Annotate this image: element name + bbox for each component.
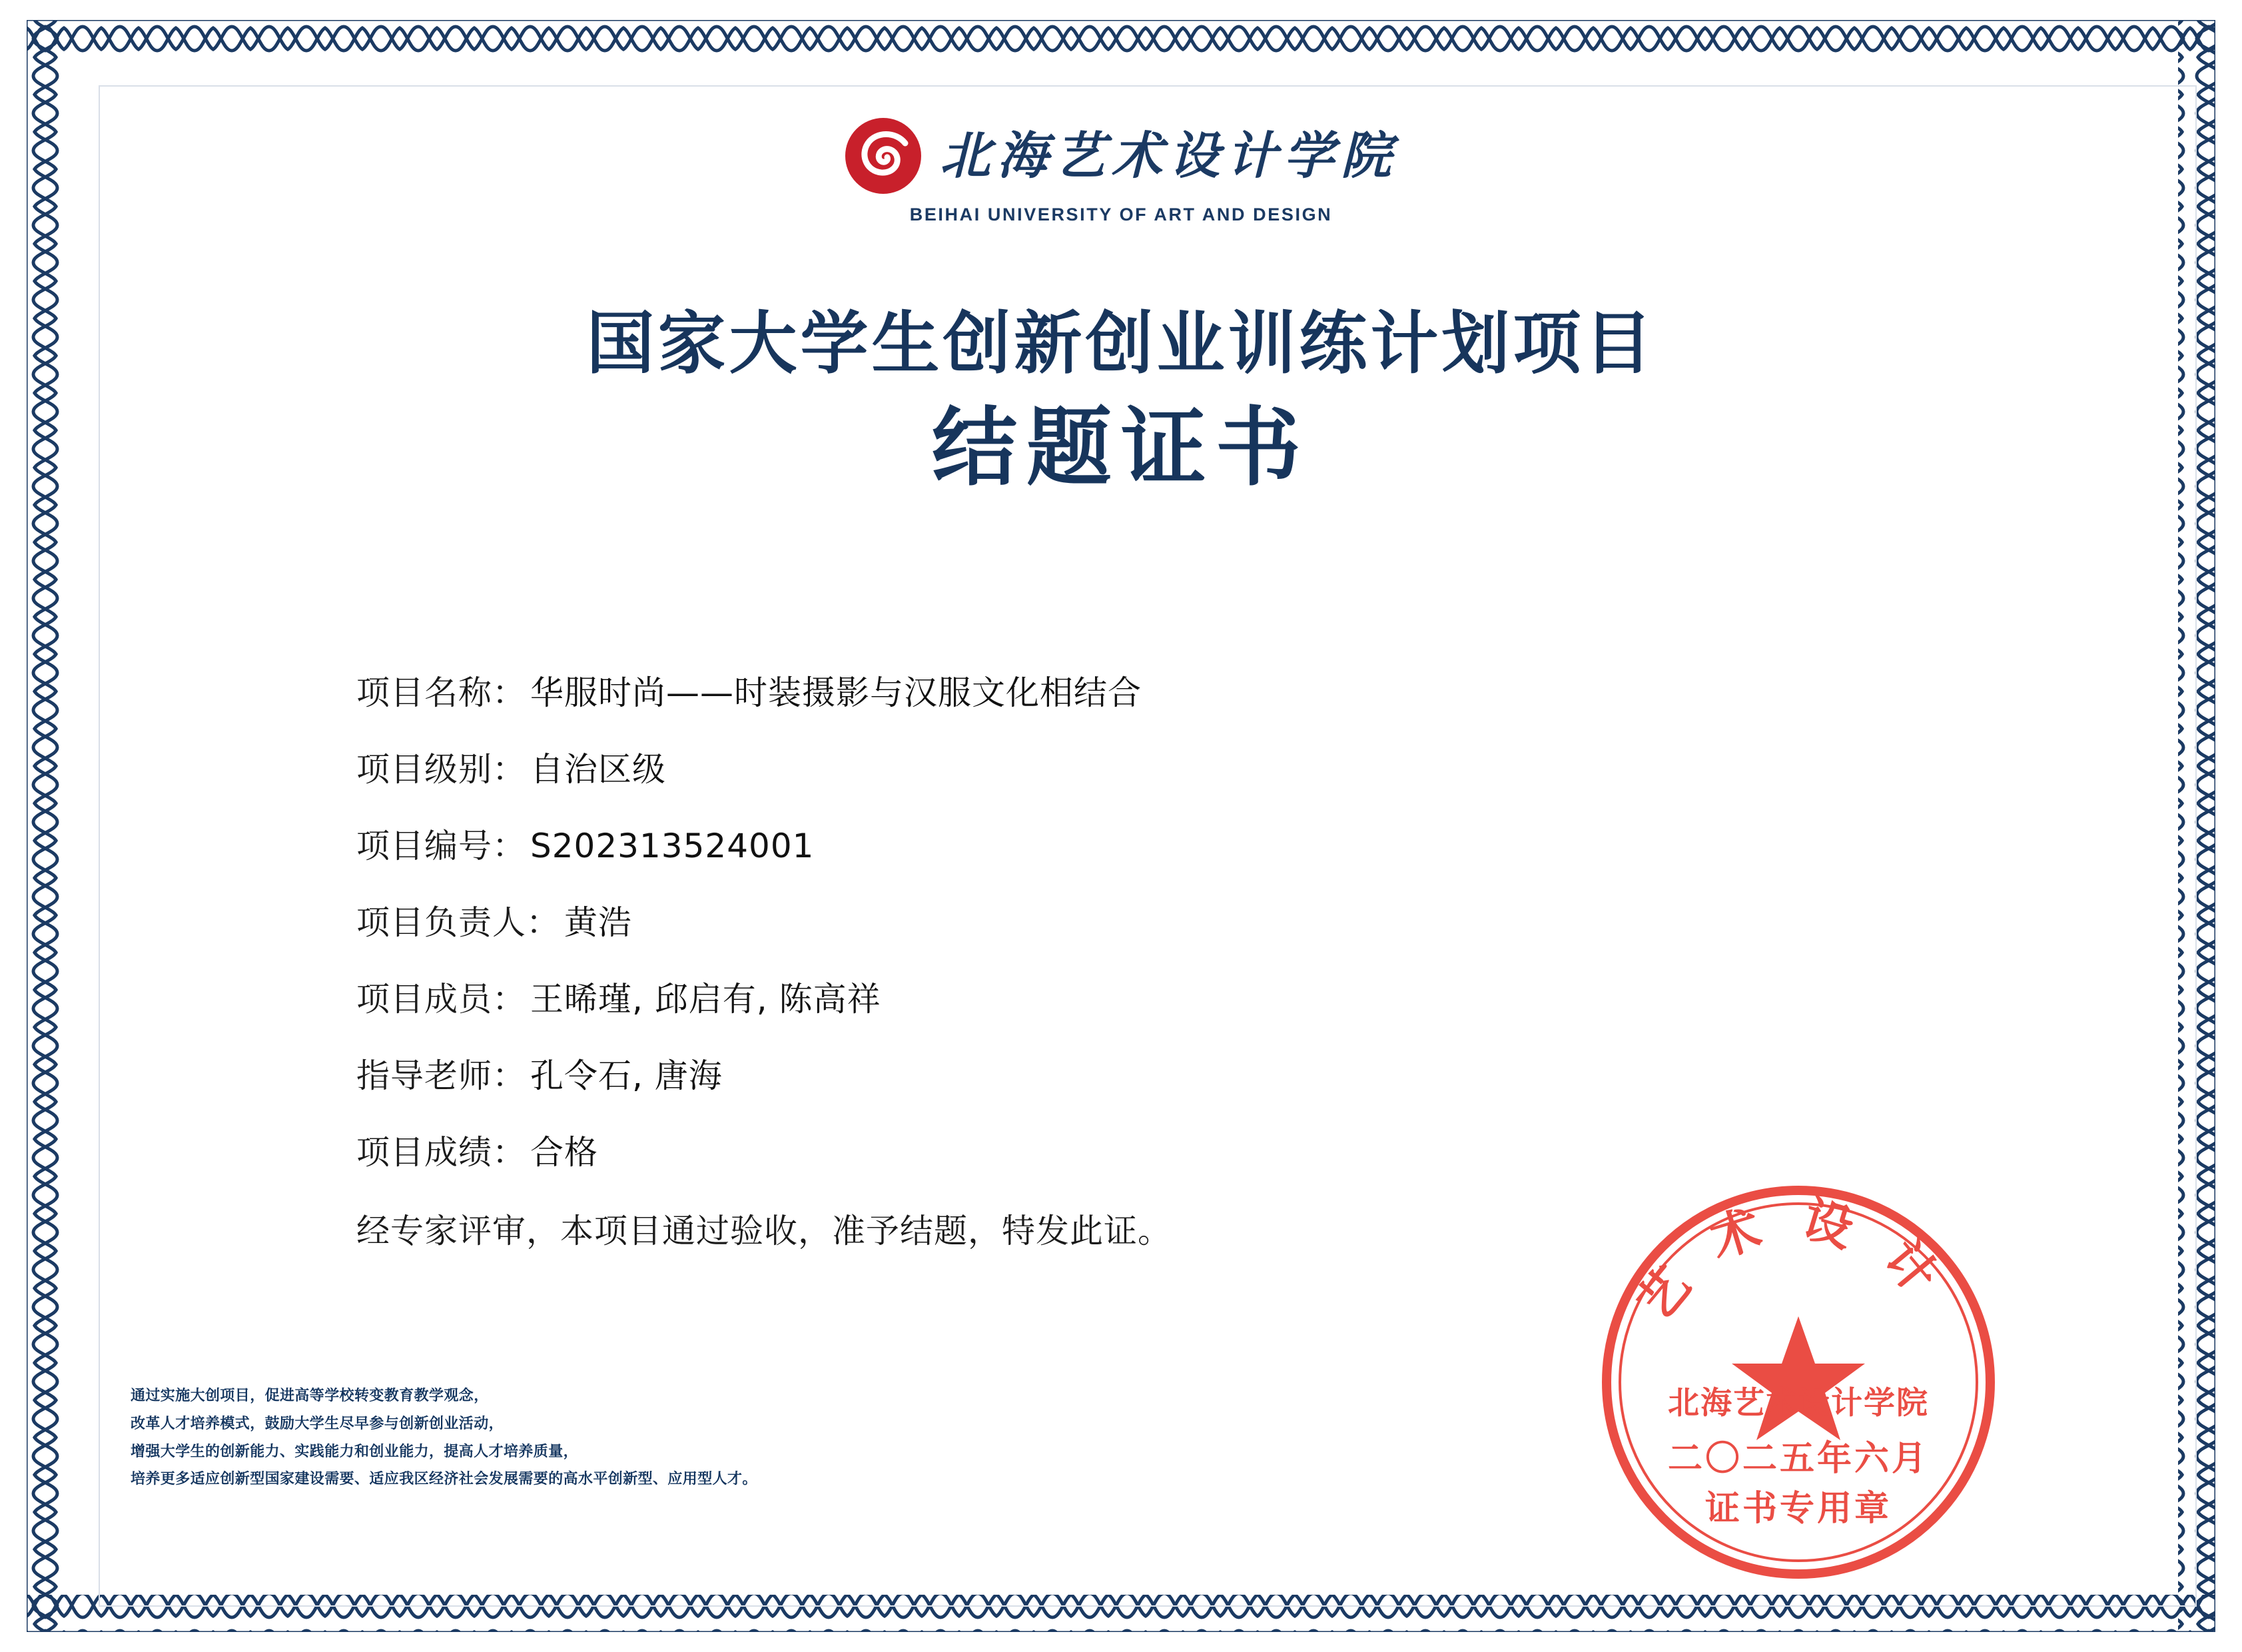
field-value: 王晞瑾, 邱启有, 陈高祥 — [530, 980, 881, 1019]
conclusion-statement: 经专家评审，本项目通过验收，准予结题，特发此证。 — [356, 1212, 1172, 1250]
footer-note-line: 通过实施大创项目，促进高等学校转变教育教学观念， — [131, 1388, 489, 1404]
title-line-1: 国家大学生创新创业训练计划项目 — [586, 304, 1656, 384]
field-label: 项目成员： — [356, 980, 526, 1019]
field-project-members — [356, 973, 1822, 1021]
field-label: 项目名称： — [356, 673, 526, 712]
field-value: 孔令石, 唐海 — [530, 1056, 723, 1095]
field-value: 华服时尚——时装摄影与汉服文化相结合 — [530, 673, 1142, 712]
footer-note-line: 改革人才培养模式，鼓励大学生尽早参与创新创业活动， — [131, 1415, 504, 1432]
field-project-name — [356, 666, 1822, 714]
field-value: 黄浩 — [564, 903, 632, 942]
field-project-level — [356, 743, 1822, 791]
seal-outer-text: 艺术设计 — [1626, 1189, 1971, 1331]
certificate-title — [0, 303, 2242, 498]
field-value: S202313524001 — [530, 827, 815, 865]
field-label: 项目编号： — [356, 827, 526, 865]
field-label: 项目成绩： — [356, 1133, 526, 1172]
field-project-number — [356, 819, 1822, 867]
institution-logo — [0, 117, 2242, 225]
footer-note-line: 增强大学生的创新能力、实践能力和创业能力，提高人才培养质量， — [131, 1443, 579, 1460]
institution-name-en: BEIHAI UNIVERSITY OF ART AND DESIGN — [909, 205, 1333, 224]
footer-note-line: 培养更多适应创新型国家建设需要、适应我区经济社会发展需要的高水平创新型、应用型人才。 — [131, 1471, 757, 1488]
footer-note — [131, 1382, 1063, 1493]
field-label: 项目级别： — [356, 750, 526, 789]
swirl-logo-icon — [844, 117, 923, 195]
project-details — [356, 666, 1822, 1252]
logo-row — [844, 117, 1398, 195]
seal-date-text: 二〇二五年六月 — [1667, 1439, 1930, 1479]
field-label: 项目负责人： — [356, 903, 560, 942]
official-seal — [1595, 1179, 2002, 1585]
seal-stamp-icon — [1595, 1179, 2002, 1585]
seal-center-text: 北海艺术设计学院 — [1668, 1385, 1929, 1422]
seal-bottom-text: 证书专用章 — [1704, 1489, 1892, 1529]
field-project-grade — [356, 1126, 1822, 1174]
field-value: 自治区级 — [530, 750, 666, 789]
institution-name-cn: 北海艺术设计学院 — [940, 126, 1398, 185]
field-project-leader — [356, 896, 1822, 944]
field-value: 合格 — [530, 1133, 598, 1172]
svg-text:艺术设计 — [1627, 1190, 1970, 1331]
field-label: 指导老师： — [356, 1056, 526, 1095]
five-point-star-icon — [1732, 1316, 1865, 1440]
field-advisors — [356, 1049, 1822, 1097]
title-line-2: 结题证书 — [931, 398, 1310, 498]
